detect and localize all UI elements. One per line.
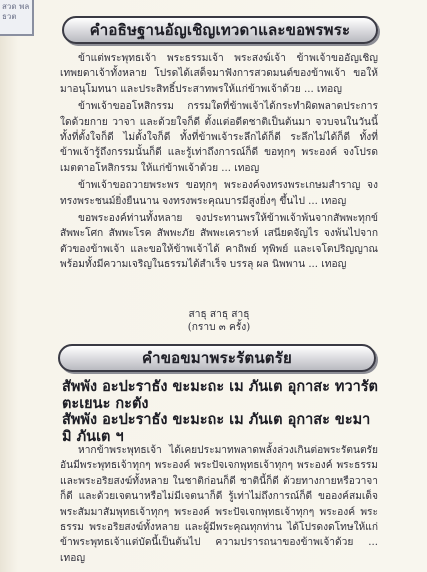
corner-tab: สวด พล ธวต [0, 0, 34, 36]
closing-blessing: สาธุ สาธุ สาธุ [188, 309, 250, 320]
paragraph: ขอพระองค์ท่านทั้งหลาย จงประทานพรให้ข้าพเจ้าพ้นจากสัพพะทุกข์ สัพพะโศก สัพพะโรค สัพพะภัย สัพพะเคราะห์ เสนียดจัญไร จงพ้นไปจากตัวของข้าพเจ้า และขอให้ข้าพเจ้าได้ คาถิพย์ ทุพิพย์ และเจโตปริญญาณ พร้อมทั้งมีความเจริญในธรรมได้สำเร็จ บรรลุ ผล นิพพาน ... เทอญ [60, 213, 378, 271]
paragraph: ข้าพเจ้าขอถวายพระพร ขอทุกๆ พระองค์จงทรงพระเกษมสำราญ จงทรงพระชนม์ยิ่งยืนนาน จงทรงพระคุณบารมีสูงยิ่งๆ ขึ้นไป ... เทอญ [60, 180, 378, 207]
paragraph: หากข้าพระพุทธเจ้า ได้เคยประมาทพลาดพลั้งล่วงเกินต่อพระรัตนตรัย อันมีพระพุทธเจ้าทุกๆ พระองค์ พระปัจเจกพุทธเจ้าทุกๆ พระองค์ พระธรรมและพระอริยสงฆ์ทั้งหลาย ในชาติก่อนก็ดี ชาตินี้ก็ดี ด้วยทางกายหรือวาจาก็ดี และด้วยเจตนาหรือไม่มีเจตนาก็ดี รู้เท่าไม่ถึงการณ์ก็ดี ขอองค์สมเด็จพระสัมมาสัมพุทธเจ้าทุกๆ พระองค์ พระปัจเจกพุทธเจ้าทุกๆ พระองค์ พระธรรม พระอริยสงฆ์ทั้งหลาย และผู้มีพระคุณทุกท่าน ได้โปรดงดโทษให้แก่ข้าพระพุทธเจ้าแต่บัดนี้เป็นต้นไป ความปรารถนาของข้าพเจ้าด้วย ... เทอญ [60, 445, 378, 564]
invitation-text [60, 51, 378, 275]
paragraph: ข้าพเจ้าขออโหสิกรรม กรรมใดที่ข้าพเจ้าได้กระทำผิดพลาดประการใดด้วยกาย วาจา และด้วยใจก็ดี ตั้งแต่อดีตชาติเป็นต้นมา จวบจนในวันนี้ ทั้งที่ตั้งใจก็ดี ไม่ตั้งใจก็ดี ทั้งที่ข้าพเจ้าระลึกได้ก็ดี ระลึกไม่ได้ก็ดี ทั้งที่ข้าพเจ้ารู้ถึงกรรมนั้นก็ดี และรู้เท่าถึงการณ์ก็ดี ขอทุกๆ พระองค์ จงโปรดเมตตาอโหสิกรรม ให้แก่ข้าพเจ้าด้วย ... เทอญ [60, 101, 378, 174]
pali-verse-1: สัพพัง อะปะราธัง ขะมะถะ เม ภันเต อุกาสะ ทวารัตตะเยนะ กะตัง [62, 378, 378, 412]
pali-verse-2: สัพพัง อะปะราธัง ขะมะถะ เม ภันเต อุกาสะ ขะมามิ ภันเต ฯ [62, 411, 371, 445]
closing-note: (กราบ ๓ ครั้ง) [187, 322, 251, 333]
section-title-apology: คำขอขมาพระรัตนตรัย [58, 344, 376, 372]
section-title-invitation: คำอธิษฐานอัญเชิญเทวดาและขอพรพระ [62, 16, 378, 44]
apology-text [60, 443, 378, 568]
paragraph: ข้าแต่พระพุทธเจ้า พระธรรมเจ้า พระสงฆ์เจ้า ข้าพเจ้าขออัญเชิญเทพยดาเจ้าทั้งหลาย โปรดได้เสด็จมาฟังการสวดมนต์ของข้าพเจ้า ขอให้มาอนุโมทนา และประสิทธิ์ประสาทพรให้แก่ข้าพเจ้าด้วย ... เทอญ [60, 53, 378, 95]
